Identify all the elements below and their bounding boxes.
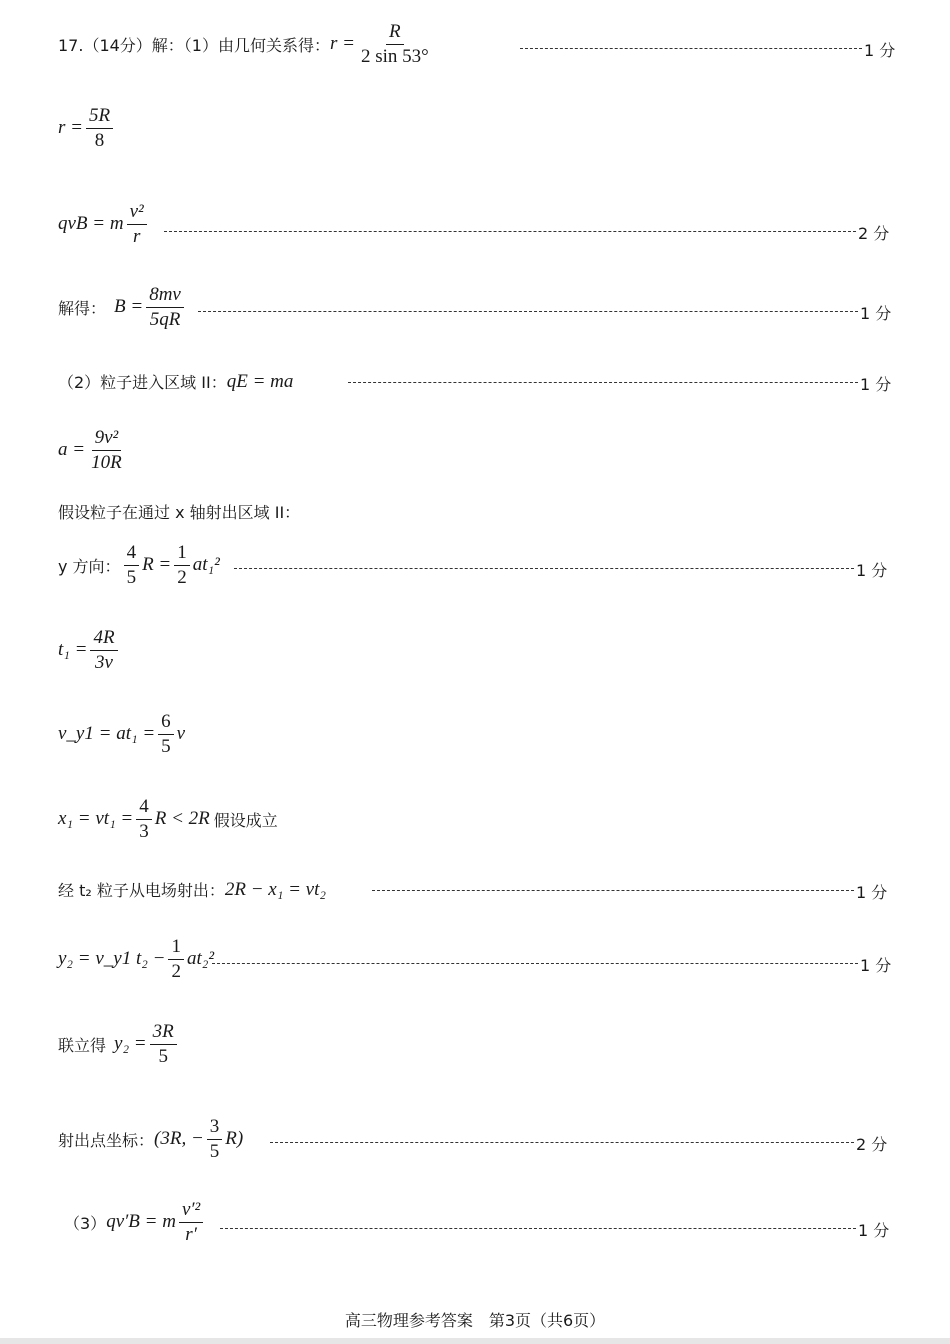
eq-9-lhs: t₁ = (58, 639, 88, 661)
eq-line-8 (58, 543, 220, 588)
eq-9-denominator: 3v (95, 651, 113, 673)
eq-4-prefix: 解得： (58, 298, 107, 318)
score-4: 1 分 (860, 304, 892, 323)
eq-2-numerator: 5R (86, 106, 113, 129)
eq-11-lhs: x₁ = vt₁ = (58, 808, 134, 830)
eq-1-prefix: 17.（14分）解：（1）由几何关系得： (58, 35, 330, 55)
score-12: 1 分 (856, 883, 888, 902)
eq-line-1 (58, 22, 435, 67)
eq-14-fraction (150, 1022, 177, 1067)
eq-15-prefix: 射出点坐标： (58, 1130, 155, 1150)
eq-2-fraction (86, 106, 113, 151)
eq-4-lhs: B = (114, 296, 144, 318)
eq-8-tail: at₁² (192, 554, 220, 576)
score-leader-1 (520, 48, 862, 49)
eq-15-fraction (207, 1117, 223, 1162)
eq-15-denominator: 5 (209, 1140, 220, 1162)
eq-11-denominator: 3 (139, 820, 149, 842)
eq-10-numerator: 6 (158, 712, 174, 735)
eq-8-denominator-a: 5 (126, 566, 137, 588)
eq-6-lhs: a = (58, 439, 86, 461)
eq-8-numerator-a: 4 (124, 543, 140, 566)
eq-16-fraction (179, 1200, 203, 1245)
eq-8-numerator-b: 1 (174, 543, 190, 566)
score-leader-4 (198, 311, 858, 312)
eq-line-12 (58, 878, 326, 901)
eq-10-lhs: v_y1 = at₁ = (58, 723, 156, 745)
eq-14-prefix: 联立得 (58, 1035, 107, 1055)
eq-line-3 (58, 202, 150, 247)
eq-line-15 (58, 1117, 243, 1162)
eq-14-denominator: 5 (158, 1045, 168, 1067)
score-leader-15 (270, 1142, 854, 1143)
bottom-edge (0, 1338, 950, 1344)
eq-11-fraction (136, 797, 152, 842)
score-leader-5 (348, 382, 858, 383)
eq-6-fraction (88, 428, 125, 473)
eq-15-open: (3R, − (154, 1128, 204, 1150)
eq-line-5 (58, 370, 293, 393)
eq-3-numerator: v² (127, 202, 147, 225)
eq-4-numerator: 8mv (146, 285, 184, 308)
eq-5-prefix: （2）粒子进入区域 II： (58, 373, 227, 392)
eq-3-lhs: qvB = m (58, 213, 124, 235)
eq-1-fraction (358, 22, 432, 67)
eq-line-14 (58, 1022, 180, 1067)
score-leader-8 (234, 568, 854, 569)
eq-10-denominator: 5 (161, 735, 171, 757)
eq-15-close: R) (225, 1128, 244, 1150)
eq-9-numerator: 4R (90, 628, 117, 651)
eq-16-lhs: qv′B = m (106, 1211, 176, 1233)
eq-line-13 (58, 937, 214, 982)
score-leader-3 (164, 231, 856, 232)
eq-6-denominator: 10R (91, 451, 122, 473)
score-13: 1 分 (860, 956, 892, 975)
eq-line-11 (58, 797, 278, 842)
eq-8-prefix: y 方向： (58, 556, 121, 576)
score-3: 2 分 (858, 224, 890, 243)
eq-13-numerator: 1 (168, 937, 184, 960)
eq-4-denominator: 5qR (149, 308, 181, 330)
eq-3-fraction (127, 202, 147, 247)
eq-12-prefix: 经 t₂ 粒子从电场射出： (58, 881, 225, 900)
eq-5-equation: qE = ma (226, 370, 294, 392)
score-leader-12 (372, 890, 854, 891)
assumption-text: 假设粒子在通过 x 轴射出区域 II： (58, 503, 301, 522)
eq-1-numerator: R (386, 22, 404, 45)
eq-13-denominator: 2 (171, 960, 181, 982)
score-leader-13 (212, 963, 858, 964)
eq-3-denominator: r (132, 225, 141, 247)
eq-line-9 (58, 628, 121, 673)
eq-11-conclusion: 假设成立 (213, 810, 278, 830)
eq-line-6 (58, 428, 128, 473)
eq-15-numerator: 3 (207, 1117, 223, 1140)
score-5: 1 分 (860, 375, 892, 394)
eq-8-fraction-b (174, 543, 190, 588)
eq-9-fraction (90, 628, 117, 673)
eq-2-denominator: 8 (94, 129, 105, 151)
eq-12-equation: 2R − x₁ = vt₂ (224, 878, 326, 900)
eq-4-fraction (146, 285, 184, 330)
eq-line-2 (58, 106, 116, 151)
eq-13-tail: at₂² (186, 948, 215, 970)
eq-11-tail: R < 2R (154, 808, 210, 830)
eq-8-fraction-a (124, 543, 140, 588)
eq-13-fraction (168, 937, 184, 982)
score-16: 1 分 (858, 1221, 890, 1240)
eq-13-lhs: y₂ = v_y1 t₂ − (58, 948, 166, 970)
eq-1-denominator: 2 sin 53° (360, 45, 429, 67)
eq-11-numerator: 4 (136, 797, 152, 820)
score-leader-16 (220, 1228, 856, 1229)
eq-line-10 (58, 712, 185, 757)
eq-10-tail: v (176, 723, 186, 745)
eq-line-4 (58, 285, 187, 330)
score-15: 2 分 (856, 1135, 888, 1154)
eq-16-denominator: r′ (185, 1223, 197, 1245)
eq-6-numerator: 9v² (92, 428, 122, 451)
eq-line-16 (58, 1200, 206, 1245)
eq-2-lhs: r = (58, 117, 83, 139)
eq-14-lhs: y₂ = (114, 1033, 147, 1055)
eq-8-middle: R = (142, 554, 172, 576)
page-footer: 高三物理参考答案 第3页（共6页） (344, 1311, 606, 1330)
text-line-7 (58, 500, 300, 523)
eq-16-numerator: v′² (179, 1200, 203, 1223)
eq-8-denominator-b: 2 (177, 566, 187, 588)
eq-16-prefix: （3） (64, 1213, 107, 1233)
score-1: 1 分 (864, 41, 896, 60)
score-8: 1 分 (856, 561, 888, 580)
eq-10-fraction (158, 712, 174, 757)
eq-1-lhs: r = (330, 33, 355, 55)
eq-14-numerator: 3R (150, 1022, 177, 1045)
